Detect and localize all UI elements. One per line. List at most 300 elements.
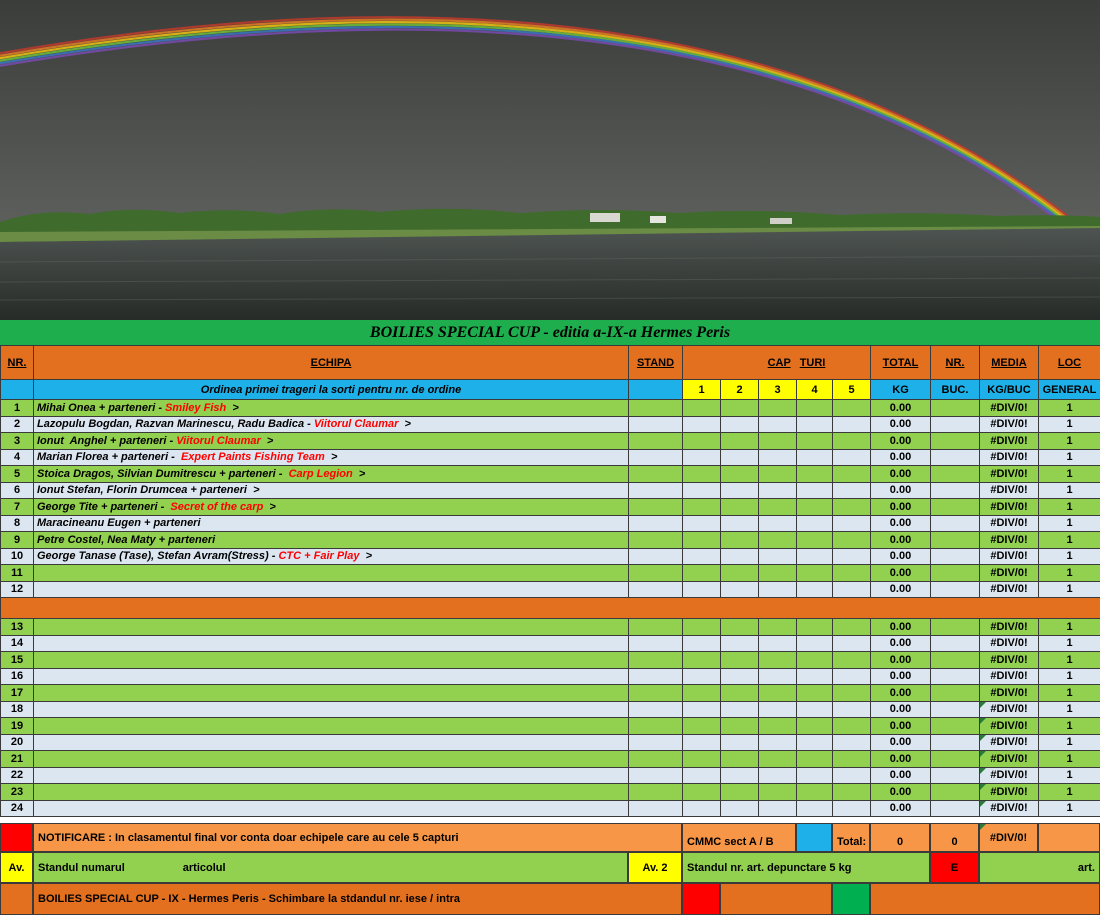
stand-cell[interactable] [629,565,683,582]
total-kg-cell: 0.00 [871,400,931,417]
team-cell[interactable] [34,718,629,735]
turn-cell-5[interactable] [833,548,871,565]
team-cell[interactable] [34,581,629,598]
turn-cell-5[interactable] [833,718,871,735]
loc-cell: 1 [1039,784,1100,801]
turn-cell-4[interactable] [797,685,833,702]
loc-cell: 1 [1039,515,1100,532]
turn-cell-3[interactable] [759,800,797,817]
buc-cell[interactable] [931,784,980,801]
total-kg-cell: 0.00 [871,482,931,499]
stand-cell[interactable] [629,635,683,652]
team-cell[interactable] [34,685,629,702]
stand-cell[interactable] [629,718,683,735]
turn-cell-1[interactable] [683,619,721,636]
buc-cell[interactable] [931,416,980,433]
stand-cell[interactable] [629,751,683,768]
total-kg-cell: 0.00 [871,565,931,582]
turn-cell-5[interactable] [833,767,871,784]
turn-cell-3[interactable] [759,668,797,685]
table-row [1,784,1100,801]
table-row [1,499,1100,516]
turn-cell-4[interactable] [797,482,833,499]
turn-cell-1[interactable] [683,482,721,499]
total-kg-cell: 0.00 [871,433,931,450]
turn-cell-4[interactable] [797,751,833,768]
total-kg-cell: 0.00 [871,685,931,702]
turn-cell-5[interactable] [833,433,871,450]
stand-cell[interactable] [629,515,683,532]
stand-cell[interactable] [629,800,683,817]
table-row [1,701,1100,718]
total-kg-cell: 0.00 [871,701,931,718]
stand-cell[interactable] [629,532,683,549]
turn-cell-2[interactable] [721,652,759,669]
total-kg-cell: 0.00 [871,449,931,466]
team-cell[interactable] [34,701,629,718]
buc-cell[interactable] [931,466,980,483]
rainbow-landscape-image [0,0,1100,320]
turn-cell-5[interactable] [833,466,871,483]
turn-cell-3[interactable] [759,751,797,768]
turn-5: 5 [833,380,871,400]
turn-cell-1[interactable] [683,548,721,565]
turn-cell-1[interactable] [683,581,721,598]
buc-cell[interactable] [931,482,980,499]
turn-cell-2[interactable] [721,532,759,549]
team-cell[interactable] [34,767,629,784]
buc-cell[interactable] [931,767,980,784]
stand-cell[interactable] [629,734,683,751]
turn-cell-3[interactable] [759,433,797,450]
team-cell[interactable] [34,652,629,669]
turn-cell-5[interactable] [833,449,871,466]
turn-cell-1[interactable] [683,718,721,735]
media-cell: #DIV/0! [980,784,1039,801]
turn-cell-4[interactable] [797,581,833,598]
buc-cell[interactable] [931,635,980,652]
media-cell: #DIV/0! [980,499,1039,516]
turn-cell-5[interactable] [833,532,871,549]
turn-cell-1[interactable] [683,734,721,751]
turn-cell-1[interactable] [683,751,721,768]
total-kg-cell: 0.00 [871,515,931,532]
team-cell[interactable] [34,532,629,549]
loc-cell: 1 [1039,685,1100,702]
loc-cell: 1 [1039,668,1100,685]
buc-cell[interactable] [931,532,980,549]
stand-cell[interactable] [629,548,683,565]
stand-cell[interactable] [629,433,683,450]
team-cell[interactable] [34,400,629,417]
team-cell[interactable] [34,499,629,516]
row-number: 13 [1,619,34,636]
buc-cell[interactable] [931,751,980,768]
team-cell[interactable] [34,449,629,466]
turn-cell-4[interactable] [797,565,833,582]
turn-cell-2[interactable] [721,685,759,702]
turn-cell-5[interactable] [833,635,871,652]
turn-cell-5[interactable] [833,701,871,718]
turn-cell-1[interactable] [683,800,721,817]
team-arrow: > [398,418,411,431]
notification-text: NOTIFICARE : In clasamentul final vor conta doar echipele care au cele 5 capturi [33,823,682,852]
turn-cell-5[interactable] [833,652,871,669]
table-row [1,635,1100,652]
turn-cell-2[interactable] [721,701,759,718]
team-cell[interactable] [34,668,629,685]
turn-cell-4[interactable] [797,800,833,817]
turn-3: 3 [759,380,797,400]
turn-cell-3[interactable] [759,635,797,652]
stand-cell[interactable] [629,784,683,801]
media-cell: #DIV/0! [980,466,1039,483]
col-header-nr: NR. [1,346,34,380]
turn-cell-5[interactable] [833,751,871,768]
turn-cell-1[interactable] [683,652,721,669]
total-kg-cell: 0.00 [871,784,931,801]
stand-cell[interactable] [629,466,683,483]
turn-cell-4[interactable] [797,734,833,751]
stand-nr-art: art. [979,852,1100,883]
draw-order-note: Ordinea primei trageri la sorti pentru nr. de ordine [34,380,629,400]
loc-cell: 1 [1039,800,1100,817]
turn-cell-2[interactable] [721,800,759,817]
total-kg-cell: 0.00 [871,532,931,549]
buc-cell[interactable] [931,701,980,718]
table-row [1,515,1100,532]
club-name: Expert Paints Fishing Team [180,451,325,464]
col-header-nr-buc: NR. [931,346,980,380]
total-buc: 0 [930,823,979,852]
turn-cell-2[interactable] [721,466,759,483]
team-names: Marian Florea + parteneri - [37,451,181,464]
turn-cell-1[interactable] [683,565,721,582]
turn-cell-3[interactable] [759,449,797,466]
unit-general: GENERAL [1039,380,1100,400]
turn-cell-4[interactable] [797,668,833,685]
stand-cell[interactable] [629,499,683,516]
turn-cell-5[interactable] [833,416,871,433]
loc-cell: 1 [1039,449,1100,466]
turn-cell-2[interactable] [721,400,759,417]
turn-cell-3[interactable] [759,619,797,636]
buc-cell[interactable] [931,800,980,817]
stand-cell[interactable] [629,701,683,718]
turn-cell-5[interactable] [833,734,871,751]
turn-cell-1[interactable] [683,784,721,801]
row-number: 16 [1,668,34,685]
depunctare-text: Standul nr. art. depunctare 5 kg [682,852,930,883]
turn-cell-3[interactable] [759,652,797,669]
unit-kg: KG [871,380,931,400]
stand-cell[interactable] [629,581,683,598]
turn-cell-3[interactable] [759,718,797,735]
turn-cell-4[interactable] [797,718,833,735]
turn-cell-1[interactable] [683,767,721,784]
media-cell: #DIV/0! [980,685,1039,702]
turn-cell-4[interactable] [797,532,833,549]
turn-cell-5[interactable] [833,619,871,636]
turn-cell-4[interactable] [797,400,833,417]
loc-cell: 1 [1039,499,1100,516]
turn-4: 4 [797,380,833,400]
total-kg-cell: 0.00 [871,652,931,669]
total-kg-cell: 0.00 [871,668,931,685]
stand-cell[interactable] [629,652,683,669]
turn-cell-4[interactable] [797,652,833,669]
buc-cell[interactable] [931,581,980,598]
table-row [1,482,1100,499]
media-cell: #DIV/0! [980,565,1039,582]
turn-cell-4[interactable] [797,466,833,483]
turn-cell-3[interactable] [759,565,797,582]
total-label: Total: [832,823,870,852]
row-number: 6 [1,482,34,499]
turn-cell-3[interactable] [759,400,797,417]
stand-cell[interactable] [629,400,683,417]
club-name: CTC + Fair Play [278,550,360,563]
team-cell[interactable] [34,784,629,801]
buc-cell[interactable] [931,433,980,450]
media-cell: #DIV/0! [980,668,1039,685]
turn-cell-3[interactable] [759,499,797,516]
stand-cell[interactable] [629,482,683,499]
turn-cell-2[interactable] [721,635,759,652]
turn-cell-4[interactable] [797,416,833,433]
total-kg: 0 [870,823,930,852]
table-row [1,751,1100,768]
turn-cell-1[interactable] [683,466,721,483]
team-names: Ionut Stefan, Florin Drumcea + parteneri > [37,484,260,497]
turn-cell-2[interactable] [721,734,759,751]
media-cell: #DIV/0! [980,449,1039,466]
turn-cell-2[interactable] [721,416,759,433]
unit-kgbuc: KG/BUC [980,380,1039,400]
media-cell: #DIV/0! [980,581,1039,598]
turn-cell-2[interactable] [721,565,759,582]
turn-cell-5[interactable] [833,800,871,817]
turn-cell-2[interactable] [721,619,759,636]
turn-cell-3[interactable] [759,466,797,483]
media-cell: #DIV/0! [980,515,1039,532]
team-arrow: > [359,550,373,563]
turn-cell-4[interactable] [797,701,833,718]
turn-cell-1[interactable] [683,635,721,652]
table-row [1,466,1100,483]
e-label: E [930,852,979,883]
media-cell: #DIV/0! [980,482,1039,499]
media-cell: #DIV/0! [980,635,1039,652]
buc-cell[interactable] [931,400,980,417]
loc-cell: 1 [1039,466,1100,483]
buc-cell[interactable] [931,734,980,751]
turn-cell-5[interactable] [833,685,871,702]
buc-cell[interactable] [931,499,980,516]
av2-label: Av. 2 [628,852,682,883]
row-number: 9 [1,532,34,549]
media-cell: #DIV/0! [980,400,1039,417]
total-kg-cell: 0.00 [871,734,931,751]
team-cell[interactable] [34,548,629,565]
turn-cell-1[interactable] [683,433,721,450]
turn-cell-1[interactable] [683,400,721,417]
loc-cell: 1 [1039,433,1100,450]
turn-cell-3[interactable] [759,482,797,499]
loc-cell: 1 [1039,548,1100,565]
team-cell[interactable] [34,433,629,450]
club-name: Viitorul Claumar [176,434,261,447]
turn-cell-4[interactable] [797,449,833,466]
total-kg-cell: 0.00 [871,619,931,636]
turn-cell-5[interactable] [833,499,871,516]
turn-cell-4[interactable] [797,548,833,565]
team-arrow: > [352,467,366,480]
turn-cell-2[interactable] [721,751,759,768]
turn-cell-1[interactable] [683,532,721,549]
media-cell: #DIV/0! [980,548,1039,565]
row-number: 15 [1,652,34,669]
team-cell[interactable] [34,635,629,652]
turn-cell-2[interactable] [721,784,759,801]
row-number: 10 [1,548,34,565]
turn-cell-4[interactable] [797,515,833,532]
col-header-stand: STAND [629,346,683,380]
loc-cell: 1 [1039,400,1100,417]
turn-cell-4[interactable] [797,499,833,516]
stand-cell[interactable] [629,619,683,636]
row-number: 4 [1,449,34,466]
turn-cell-3[interactable] [759,685,797,702]
turn-cell-4[interactable] [797,619,833,636]
buc-cell[interactable] [931,685,980,702]
turn-cell-2[interactable] [721,767,759,784]
col-header-loc: LOC [1039,346,1100,380]
turn-cell-3[interactable] [759,515,797,532]
turn-cell-3[interactable] [759,784,797,801]
turn-cell-5[interactable] [833,565,871,582]
turn-cell-2[interactable] [721,449,759,466]
turn-cell-1[interactable] [683,416,721,433]
team-cell[interactable] [34,416,629,433]
buc-cell[interactable] [931,548,980,565]
turn-cell-5[interactable] [833,784,871,801]
section-separator [1,598,1100,619]
team-cell[interactable] [34,565,629,582]
turn-cell-4[interactable] [797,433,833,450]
turn-cell-4[interactable] [797,767,833,784]
turn-cell-3[interactable] [759,767,797,784]
turn-cell-2[interactable] [721,515,759,532]
table-row [1,734,1100,751]
team-cell[interactable] [34,800,629,817]
team-cell[interactable] [34,515,629,532]
turn-cell-2[interactable] [721,718,759,735]
turn-cell-5[interactable] [833,400,871,417]
team-cell[interactable] [34,466,629,483]
buc-cell[interactable] [931,619,980,636]
turn-cell-2[interactable] [721,548,759,565]
media-cell: #DIV/0! [980,701,1039,718]
row-number: 17 [1,685,34,702]
team-cell[interactable] [34,751,629,768]
buc-cell[interactable] [931,565,980,582]
turn-1: 1 [683,380,721,400]
team-cell[interactable] [34,734,629,751]
buc-cell[interactable] [931,668,980,685]
turn-cell-2[interactable] [721,433,759,450]
stand-cell[interactable] [629,668,683,685]
row-number: 18 [1,701,34,718]
turn-cell-1[interactable] [683,449,721,466]
team-arrow: > [263,500,276,513]
turn-cell-5[interactable] [833,482,871,499]
turn-cell-1[interactable] [683,668,721,685]
table-row [1,685,1100,702]
turn-cell-2[interactable] [721,668,759,685]
row-number: 24 [1,800,34,817]
turn-cell-3[interactable] [759,416,797,433]
turn-cell-1[interactable] [683,685,721,702]
table-row [1,416,1100,433]
header-row [1,346,1100,380]
table-row [1,668,1100,685]
row-number: 20 [1,734,34,751]
turn-cell-5[interactable] [833,515,871,532]
turn-cell-2[interactable] [721,499,759,516]
turn-cell-5[interactable] [833,581,871,598]
loc-cell: 1 [1039,701,1100,718]
turn-cell-1[interactable] [683,515,721,532]
row-number: 2 [1,416,34,433]
turn-cell-1[interactable] [683,499,721,516]
turn-cell-1[interactable] [683,701,721,718]
stand-cell[interactable] [629,416,683,433]
table-row [1,800,1100,817]
turn-cell-3[interactable] [759,581,797,598]
turn-cell-4[interactable] [797,784,833,801]
stand-cell[interactable] [629,685,683,702]
turn-cell-2[interactable] [721,482,759,499]
media-cell: #DIV/0! [980,619,1039,636]
warning-bar [0,852,1100,883]
team-cell[interactable] [34,482,629,499]
buc-cell[interactable] [931,652,980,669]
table-row [1,548,1100,565]
turn-cell-2[interactable] [721,581,759,598]
turn-cell-3[interactable] [759,734,797,751]
loc-cell: 1 [1039,416,1100,433]
buc-cell[interactable] [931,718,980,735]
turn-cell-5[interactable] [833,668,871,685]
table-row [1,433,1100,450]
team-cell[interactable] [34,619,629,636]
col-header-echipa: ECHIPA [34,346,629,380]
buc-cell[interactable] [931,449,980,466]
stand-cell[interactable] [629,449,683,466]
col-header-cap-turi: CAP TURI [683,346,871,380]
turn-cell-3[interactable] [759,701,797,718]
row-number: 14 [1,635,34,652]
turn-cell-3[interactable] [759,532,797,549]
buc-cell[interactable] [931,515,980,532]
media-cell: #DIV/0! [980,416,1039,433]
turn-cell-3[interactable] [759,548,797,565]
row-number: 1 [1,400,34,417]
turn-cell-4[interactable] [797,635,833,652]
stand-cell[interactable] [629,767,683,784]
total-kg-cell: 0.00 [871,499,931,516]
